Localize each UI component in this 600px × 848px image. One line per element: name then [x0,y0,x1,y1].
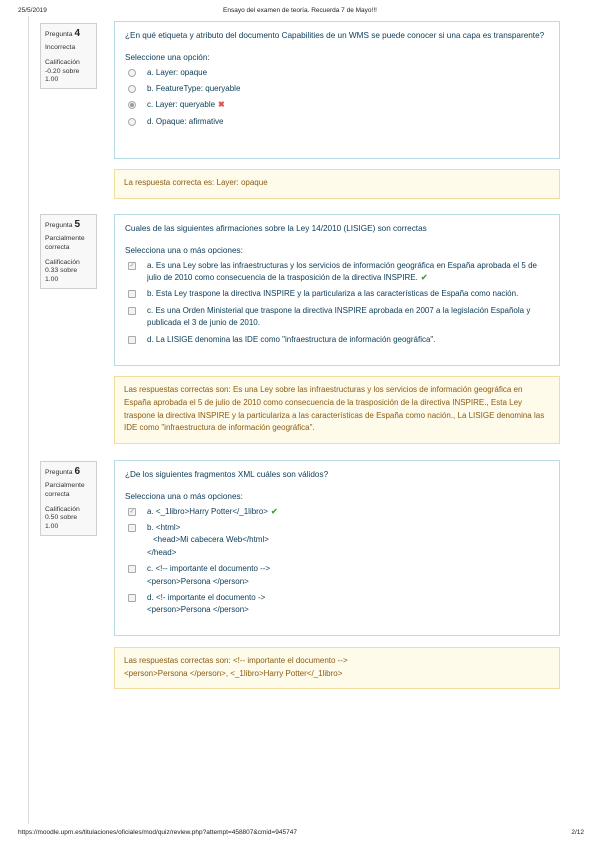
incorrect-icon: ✖ [218,100,225,110]
print-url: https://moodle.upm.es/titulaciones/oficiales/mod/quiz/review.php?attempt=458807&cmid=945747 [18,829,297,836]
question-box-4 [114,21,560,159]
option-b[interactable]: b. Esta Ley traspone la directiva INSPIRE y la particulariza a las características de España como nación. [125,288,549,300]
question-status: Parcialmente correcta [45,482,85,498]
feedback-4 [114,169,560,199]
correct-answer-text: Las respuestas correctas son: Es una Ley sobre las infraestructuras y los servicios de información geográfica en España aprobada el 5 de julio de 2010 como consecuencia de la trasposición de la directiva INSPIRE., Esta Ley traspone la directiva INSPIRE y la particulariza a las características de España como nación., La LISIGE denomina las IDE como "infraestructura de información geográfica". [124,385,545,433]
checkbox[interactable] [128,307,136,315]
question-number: Pregunta 4 [45,28,81,39]
question-grade: -0.20 sobre 1.00 [45,67,80,84]
radio-button[interactable] [128,69,136,77]
checkbox[interactable] [128,594,136,602]
print-header [0,7,600,19]
question-info-4 [40,23,97,89]
option-a[interactable]: ✓ a. Es una Ley sobre las infraestructuras y los servicios de información geográfica en España aprobada el 5 de julio de 2010 como consecuencia de la trasposición de la directiva INSPIRE. ✔ [129,260,537,283]
question-status: Parcialmente correcta [45,235,85,251]
correct-icon: ✔ [270,506,278,516]
option-d[interactable]: d. <!- importante el documento -> <person>Persona </person> [125,592,549,617]
question-grade-label: Calificación [45,258,80,266]
option-b[interactable]: b. <html> <head>Mi cabecera Web</html> </head> [125,522,549,559]
radio-button[interactable] [128,118,136,126]
print-footer [0,829,600,841]
correct-icon: ✔ [420,273,428,283]
question-grade-label: Calificación [45,505,80,513]
question-prompt: Seleccione una opción: [125,52,210,62]
radio-button[interactable] [128,85,136,93]
checkbox[interactable] [128,524,136,532]
feedback-5 [114,376,560,444]
question-grade-label: Calificación [45,58,80,66]
checkbox[interactable] [128,290,136,298]
checkbox-checked[interactable]: ✓ [129,262,135,269]
option-a[interactable]: ✓ a. <_1libro>Harry Potter</_1libro> ✔ [129,506,278,516]
question-number: Pregunta 5 [45,219,81,230]
option-d[interactable]: d. Opaque: afirmative [125,116,549,128]
question-text: Cuales de las siguientes afirmaciones sobre la Ley 14/2010 (LISIGE) son correctas [125,224,427,233]
question-prompt: Selecciona una o más opciones: [125,491,243,501]
question-info-5 [40,214,97,289]
option-c[interactable]: c. Es una Orden Ministerial que traspone la directiva INSPIRE aprobada en 2007 a la legislación Española y publicada el 3 de junio de 2010. [125,305,549,330]
page-left-border [28,16,29,824]
option-b[interactable]: b. FeatureType: queryable [125,83,549,95]
option-a[interactable]: a. Layer: opaque [125,67,549,79]
option-d[interactable]: d. La LISIGE denomina las IDE como "infraestructura de información geográfica". [125,334,549,346]
correct-answer-text: La respuesta correcta es: Layer: opaque [124,178,268,187]
print-title: Ensayo del examen de teoría. Recuerda 7 de Mayo!!! [223,7,377,14]
option-c[interactable]: c. Layer: queryable ✖ [125,99,549,111]
page-number: 2/12 [571,829,584,836]
question-box-6 [114,460,560,636]
question-grade: 0.33 sobre 1.00 [45,267,78,284]
correct-answer-text-2: <person>Persona </person>, <_1libro>Harry Potter</_1libro> [124,668,343,678]
option-c[interactable]: c. <!-- importante el documento --> <person>Persona </person> [125,563,549,588]
question-info-6 [40,461,97,536]
question-prompt: Selecciona una o más opciones: [125,245,243,255]
question-text: ¿De los siguientes fragmentos XML cuáles son válidos? [125,470,329,479]
feedback-6 [114,647,560,689]
question-number: Pregunta 6 [45,466,81,477]
question-status: Incorrecta [45,44,76,51]
correct-answer-text: Las respuestas correctas son: <!-- importante el documento --> [124,656,348,665]
question-grade: 0.50 sobre 1.00 [45,514,78,531]
radio-button-selected[interactable] [128,101,136,109]
question-text: ¿En qué etiqueta y atributo del documento Capabilities de un WMS se puede conocer si una capa es transparente? [125,31,545,40]
checkbox-checked[interactable]: ✓ [129,508,135,515]
print-date: 25/5/2019 [18,7,47,14]
question-box-5 [114,214,560,366]
checkbox[interactable] [128,336,136,344]
checkbox[interactable] [128,565,136,573]
